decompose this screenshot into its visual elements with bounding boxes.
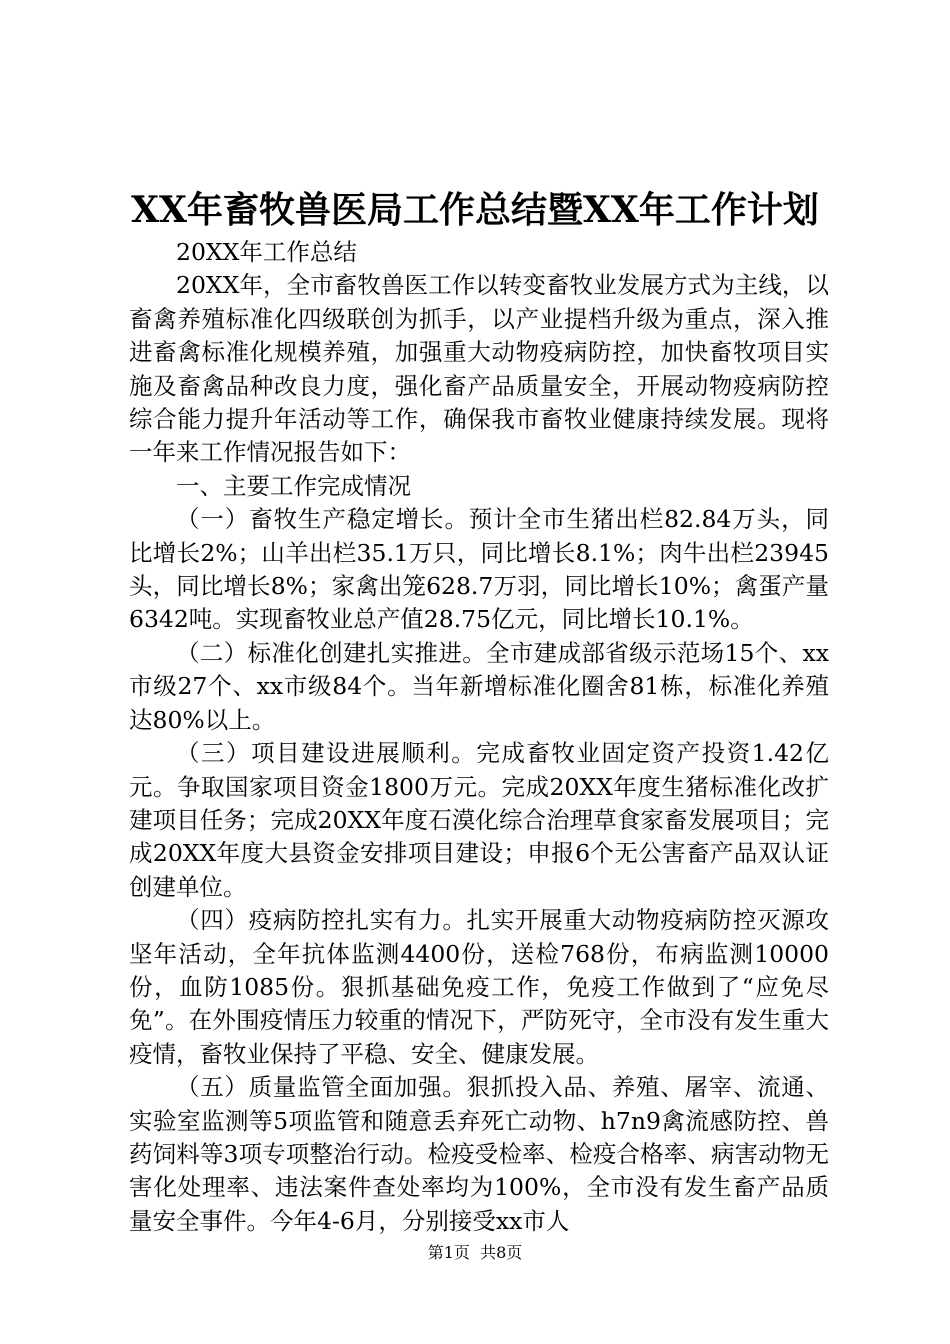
paragraph-project-construction: （三）项目建设进展顺利。完成畜牧业固定资产投资1.42亿元。争取国家项目资金1800万元。完成20XX年度生猪标准化改扩建项目任务；完成20XX年度石漠化综合治理草食家畜发展项目；完成20XX年度大县资金安排项目建设；申报6个无公害畜产品双认证创建单位。 (129, 739, 829, 901)
page-footer (0, 1241, 950, 1265)
paragraph-disease-control: （四）疫病防控扎实有力。扎实开展重大动物疫病防控灭源攻坚年活动，全年抗体监测4400份，送检768份，布病监测10000份，血防1085份。狠抓基础免疫工作，免疫工作做到了“应免尽免”。在外围疫情压力较重的情况下，严防死守，全市没有发生重大疫情，畜牧业保持了平稳、安全、健康发展。 (129, 906, 829, 1068)
section-heading-main-work: 一、主要工作完成情况 (176, 471, 411, 500)
section-heading-summary: 20XX年工作总结 (176, 238, 357, 266)
paragraph-quality-supervision: （五）质量监管全面加强。狠抓投入品、养殖、屠宰、流通、实验室监测等5项监管和随意丢弃死亡动物、h7n9禽流感防控、兽药饲料等3项专项整治行动。检疫受检率、检疫合格率、病害动物无害化处理率、违法案件查处率均为100%，全市没有发生畜产品质量安全事件。今年4-6月，分别接受xx市人 (129, 1073, 829, 1235)
document-body (129, 236, 829, 1238)
document-title: XX年畜牧兽医局工作总结暨XX年工作计划 (131, 189, 819, 231)
paragraph-standardization: （二）标准化创建扎实推进。全市建成部省级示范场15个、xx市级27个、xx市级84个。当年新增标准化圈舍81栋，标准化养殖达80%以上。 (129, 638, 829, 734)
intro-paragraph: 20XX年，全市畜牧兽医工作以转变畜牧业发展方式为主线，以畜禽养殖标准化四级联创为抓手，以产业提档升级为重点，深入推进畜禽标准化规模养殖，加强重大动物疫病防控，加快畜牧项目实施及畜禽品种改良力度，强化畜产品质量安全，开展动物疫病防控综合能力提升年活动等工作，确保我市畜牧业健康持续发展。现将一年来工作情况报告如下： (129, 271, 829, 467)
paragraph-livestock-production: （一）畜牧生产稳定增长。预计全市生猪出栏82.84万头，同比增长2%；山羊出栏35.1万只，同比增长8.1%；肉牛出栏23945头，同比增长8%；家禽出笼628.7万羽，同比增长10%；禽蛋产量6342吨。实现畜牧业总产值28.75亿元，同比增长10.1%。 (129, 505, 829, 634)
page-number: 第1页 共8页 (427, 1243, 523, 1262)
